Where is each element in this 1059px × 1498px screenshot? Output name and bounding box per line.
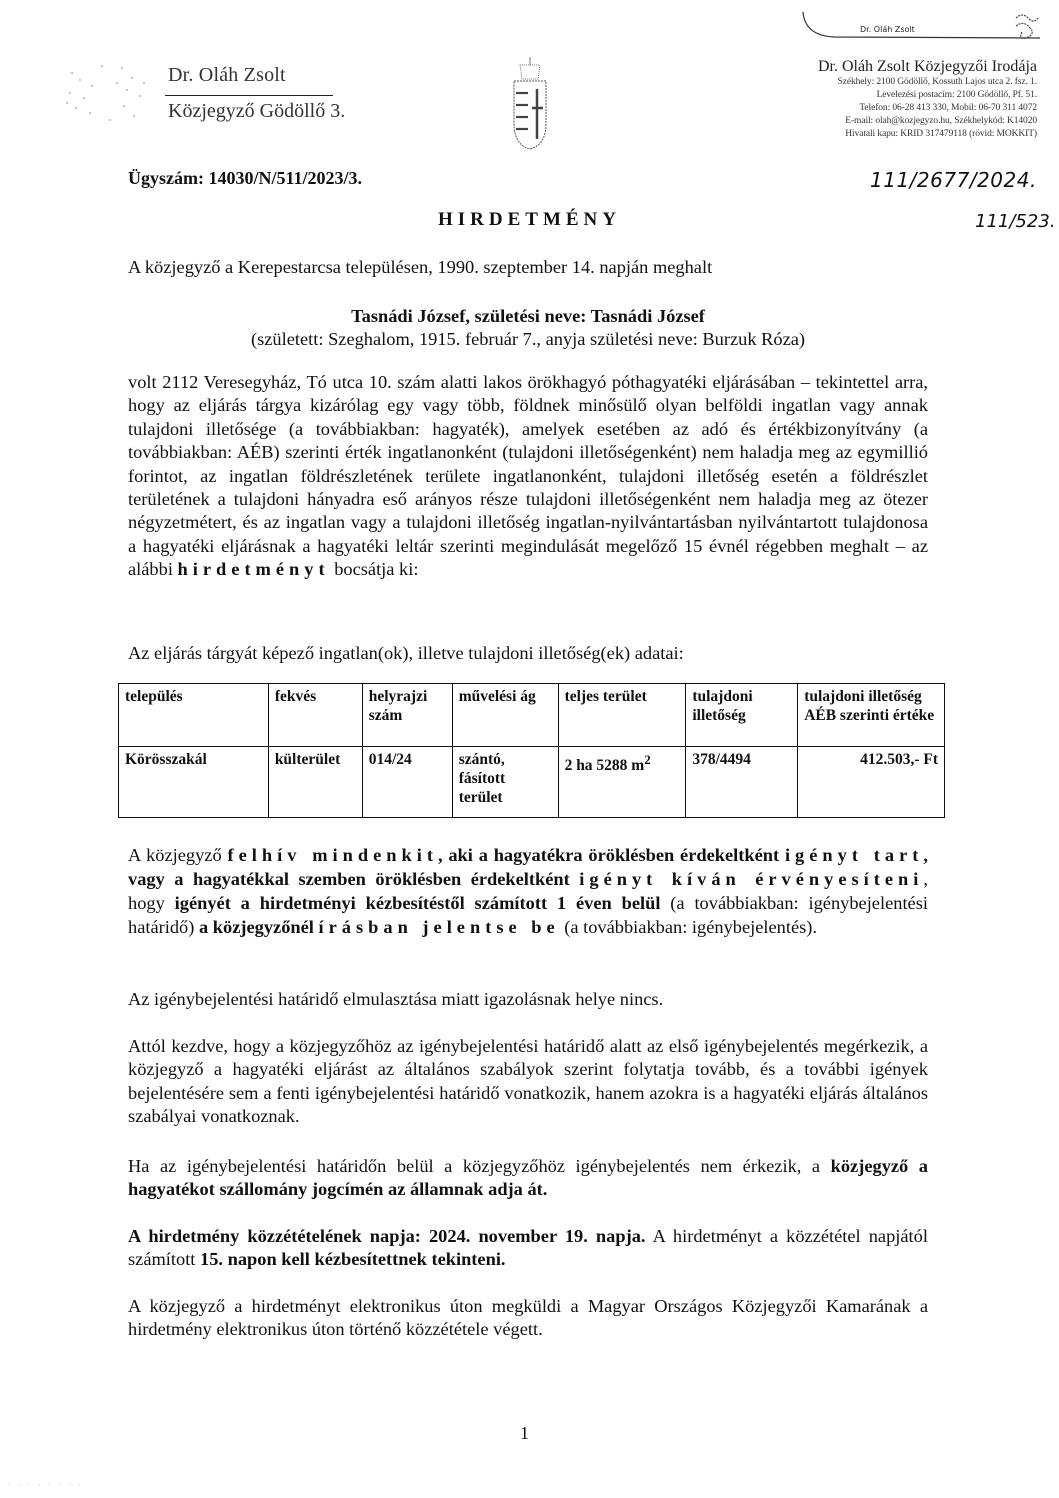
cell-aeb-ertek: 412.503,- Ft <box>798 747 945 818</box>
page-number: 1 <box>520 1423 529 1443</box>
office-address: Székhely: 2100 Gödöllő, Kossuth Lajos utca 2. fsz. 1. <box>837 77 1037 87</box>
notary-seal-icon <box>62 58 152 128</box>
call-emphasis-2: igényt tart <box>784 845 924 865</box>
cell-hrsz: 014/24 <box>362 747 452 818</box>
main-paragraph <box>128 371 928 582</box>
col-header-hrsz: helyrajzi szám <box>362 684 452 747</box>
coat-of-arms-icon <box>508 53 552 153</box>
table-header-row <box>119 684 945 747</box>
decorative-knot-icon <box>1012 10 1042 42</box>
call-text-6: (a továbbiakban: igénybejelentés). <box>564 917 818 937</box>
call-deadline: igényét a hirdetményi kézbesítéstől számított 1 éven belül <box>174 893 661 913</box>
main-paragraph-spaced: hirdetményt <box>177 559 330 580</box>
office-phone: Telefon: 06-28 413 330, Mobil: 06-70 311 4072 <box>859 103 1037 113</box>
main-paragraph-tail: bocsátja ki: <box>334 559 419 580</box>
call-emphasis-1: felhív mindenkit <box>227 845 438 865</box>
col-header-teljes-terulet: teljes terület <box>558 684 686 747</box>
no-excuse-paragraph: Az igénybejelentési határidő elmulasztása miatt igazolásnak helye nincs. <box>128 989 664 1009</box>
publication-delivery: 15. napon kell kézbesítettnek tekinteni. <box>200 1249 506 1270</box>
col-header-aeb-ertek: tulajdoni illetőség AÉB szerinti értéke <box>798 684 945 747</box>
area-value: 2 ha 5288 m <box>564 757 645 775</box>
col-header-illetoseg: tulajdoni illetőség <box>686 684 798 747</box>
no-claim-bold: közjegyző a hagyatékot szállomány jogcímén az államnak adja át. <box>128 1156 928 1200</box>
call-emphasis-3: igényt kíván érvényesíteni <box>579 869 924 889</box>
cell-telepules: Körösszakál <box>119 747 269 818</box>
call-text-2: , aki a hagyatékra öröklésben érdekeltként <box>437 845 780 865</box>
cell-teljes-terulet <box>558 747 686 818</box>
deceased-name: Tasnádi József, születési neve: Tasnádi József <box>351 306 705 326</box>
col-header-muvelesi-ag: művelési ág <box>452 684 558 747</box>
stamp-curve-icon <box>795 8 1045 40</box>
office-gateway: Hivatali kapu: KRID 317479118 (rövid: MOKKIT) <box>845 129 1037 139</box>
office-contact-block <box>818 58 1037 141</box>
cell-illetoseg: 378/4494 <box>686 747 798 818</box>
handwritten-sub-number: 111/523. <box>975 211 1056 232</box>
document-title: HIRDETMÉNY <box>437 209 621 230</box>
no-claim-paragraph <box>128 1155 928 1202</box>
main-paragraph-text: volt 2112 Veresegyház, Tó utca 10. szám alatti lakos örökhagyó póthagyatéki eljárásában – tekintettel arra, hogy az eljárás tárgya kizárólag egy vagy több, földnek minősülő olyan belföldi ingatlan vagy annak tulajdoni illetősége (a továbbiakban: hagyaték), amelyek esetében az adó és értékbizonyítvány (a továbbiakban: AÉB) szerinti érték ingatlanonként (tulajdoni illetőségenként) nem haladja meg az egymillió forintot, az ingatlan földrészletének területe ingatlanonként, tulajdoni illetőség esetén a földrészlet területének a tulajdoni hányadra eső arányos része tulajdoni illetőségenként nem haladja meg az ötezer négyzetmétert, és az ingatlan vagy a tulajdoni illetőség ingatlan-nyilvántartásban nyilvántartott tulajdonosa a hagyatéki eljárásnak a hagyatéki leltár szerinti megindulását megelőző 15 évnél régebben meghalt – az alábbi <box>128 372 928 580</box>
col-header-fekves: fekvés <box>268 684 362 747</box>
publication-paragraph <box>128 1225 928 1272</box>
stamp-name: Dr. Oláh Zsolt <box>860 25 915 34</box>
notary-name: Dr. Oláh Zsolt <box>168 64 286 86</box>
handwritten-registration-number: 111/2677/2024. <box>870 168 1037 192</box>
call-text-1: A közjegyző <box>128 845 222 865</box>
col-header-telepules: település <box>119 684 269 747</box>
publication-date: A hirdetmény közzétételének napja: 2024. november 19. napja. <box>128 1226 646 1246</box>
call-emphasis-5: írásban jelentse be <box>318 917 560 937</box>
area-unit-superscript: 2 <box>644 752 651 767</box>
letterhead-divider <box>165 95 333 96</box>
electronic-paragraph: A közjegyző a hirdetményt elektronikus úton megküldi a Magyar Országos Közjegyzői Kamarának a hirdetmény elektronikus úton történő közzététele végett. <box>128 1296 928 1340</box>
deceased-birth-info: (született: Szeghalom, 1915. február 7., anyja születési neve: Burzuk Róza) <box>250 329 806 349</box>
case-number: Ügyszám: 14030/N/511/2023/3. <box>128 168 362 188</box>
office-name: Dr. Oláh Zsolt Közjegyzői Irodája <box>817 58 1037 75</box>
call-paragraph <box>128 843 928 939</box>
office-email: E-mail: olah@kozjegyzo.hu, Székhelykód: K14020 <box>845 116 1037 126</box>
call-text-3: , vagy a hagyatékkal szemben öröklésben érdekeltként <box>128 845 928 889</box>
property-table <box>118 683 945 818</box>
office-postal: Levelezési postacím: 2100 Gödöllő, Pf. 51. <box>876 90 1037 100</box>
first-claim-paragraph: Attól kezdve, hogy a közjegyzőhöz az igénybejelentési határidő alatt az első igénybejelentés megérkezik, a közjegyző a hagyatéki eljárást az általános szabályok szerint folytatja tovább, és a további igények bejelentésére sem a fenti igénybejelentési határidő vonatkozik, hanem azokra is a hagyatéki eljárás általános szabályai vonatkoznak. <box>128 1036 928 1127</box>
no-claim-text: Ha az igénybejelentési határidőn belül a közjegyzőhöz igénybejelentés nem érkezik, a <box>128 1156 821 1176</box>
table-row <box>119 747 945 818</box>
table-intro: Az eljárás tárgyát képező ingatlan(ok), illetve tulajdoni illetőség(ek) adatai: <box>128 643 684 663</box>
call-text-5: (a továbbiakban: igénybejelentési határidő) <box>128 893 928 937</box>
cell-muvelesi-ag: szántó, fásított terület <box>452 747 558 818</box>
scan-artifact: · · · · · · · · <box>8 1481 84 1489</box>
cell-fekves: külterület <box>268 747 362 818</box>
intro-text: A közjegyző a Kerepestarcsa településen, 1990. szeptember 14. napján meghalt <box>128 257 713 277</box>
publication-text: A hirdetményt a közzététel napjától számított <box>128 1226 928 1270</box>
notary-title: Közjegyző Gödöllő 3. <box>168 100 346 122</box>
call-text-4: , hogy <box>128 869 928 913</box>
call-at-notary: a közjegyzőnél <box>199 917 314 937</box>
